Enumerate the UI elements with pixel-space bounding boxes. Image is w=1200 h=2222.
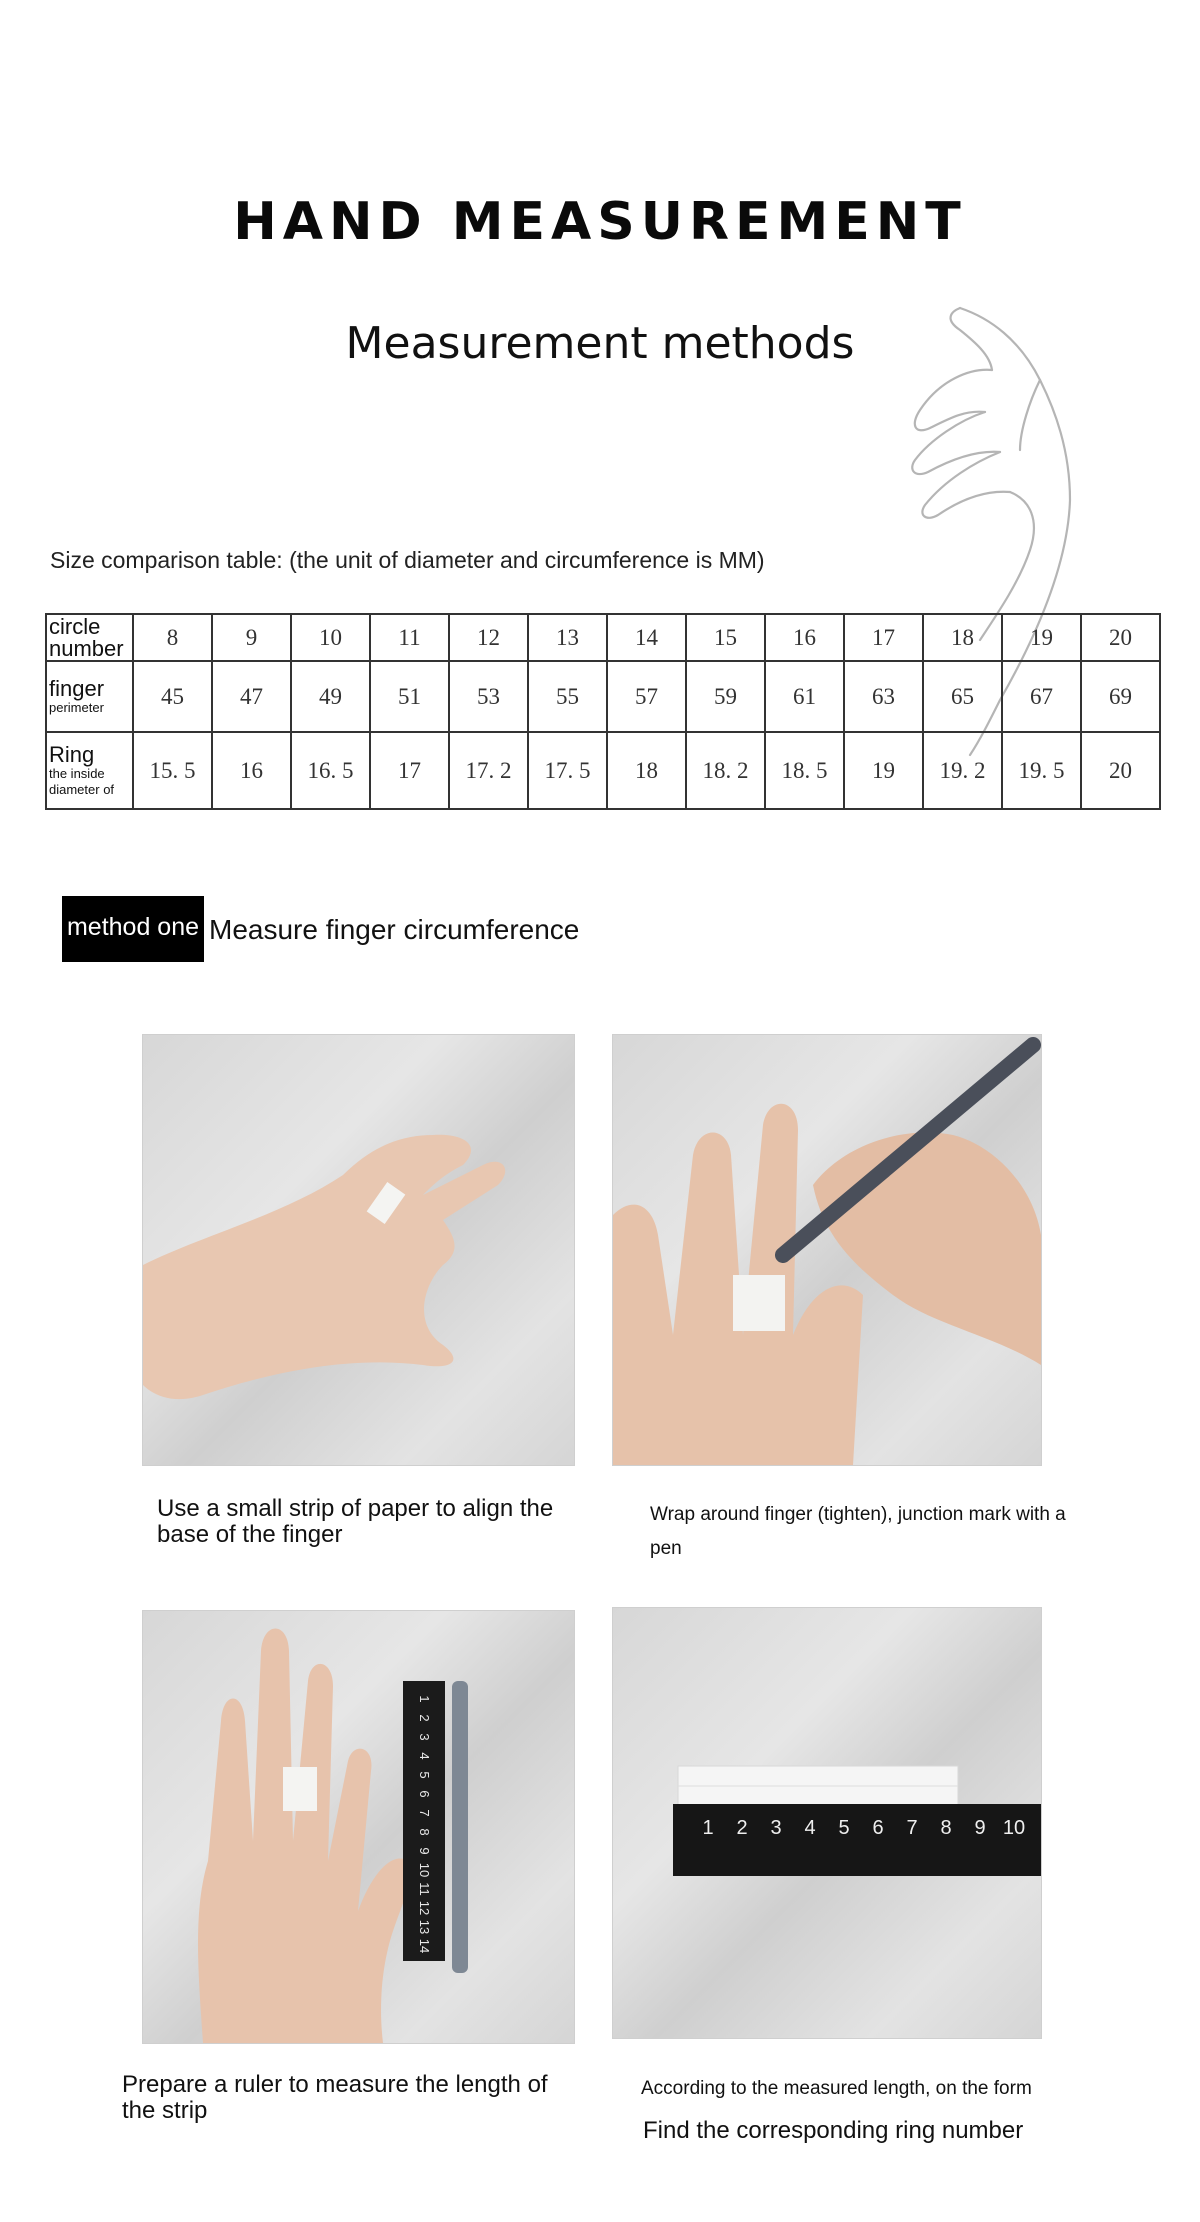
ruler-number: 3	[770, 1817, 782, 1839]
table-cell: 67	[1002, 661, 1081, 732]
table-cell: 18. 5	[765, 732, 844, 809]
ruler-number: 5	[417, 1771, 432, 1779]
ruler-number: 1	[702, 1817, 714, 1839]
step-3-photo	[142, 1610, 575, 2044]
step-4-photo	[612, 1607, 1042, 2039]
table-cell: 55	[528, 661, 607, 732]
table-cell: 15	[686, 614, 765, 661]
ruler-number: 10	[1002, 1817, 1026, 1839]
ruler-number: 3	[417, 1733, 432, 1741]
step-3-caption: Prepare a ruler to measure the length of the strip	[122, 2071, 548, 2124]
step-2-photo	[612, 1034, 1042, 1466]
table-cell: 18. 2	[686, 732, 765, 809]
ruler-number: 9	[974, 1817, 986, 1839]
page-title: HAND MEASUREMENT	[233, 192, 967, 252]
ruler-number: 9	[417, 1847, 432, 1855]
ruler-number: 5	[838, 1817, 850, 1839]
table-row-header	[46, 661, 133, 732]
table-cell: 15. 5	[133, 732, 212, 809]
ruler-number: 7	[906, 1817, 918, 1839]
table-row	[46, 614, 1160, 661]
table-cell: 19. 5	[1002, 732, 1081, 809]
page-subtitle: Measurement methods	[345, 318, 855, 369]
method-badge: method one	[62, 896, 204, 962]
size-comparison-table	[45, 613, 1161, 810]
ruler-number: 6	[872, 1817, 884, 1839]
table-cell: 16	[765, 614, 844, 661]
row-sublabel: the inside diameter of	[49, 765, 115, 797]
ruler-number: 13	[417, 1919, 432, 1935]
step-4-caption: According to the measured length, on the form	[641, 2078, 1032, 2099]
ruler-number: 1	[417, 1695, 432, 1703]
ruler-number: 2	[736, 1817, 748, 1839]
ruler-number: 12	[417, 1900, 432, 1916]
row-sublabel: perimeter	[49, 699, 104, 715]
ruler-number: 11	[417, 1882, 432, 1896]
ruler-number: 4	[417, 1752, 432, 1760]
table-cell: 45	[133, 661, 212, 732]
table-cell: 10	[291, 614, 370, 661]
table-cell: 19	[844, 732, 923, 809]
table-cell: 17. 5	[528, 732, 607, 809]
row-label: circle number	[49, 614, 124, 661]
table-row	[46, 732, 1160, 809]
table-cell: 47	[212, 661, 291, 732]
table-cell: 18	[923, 614, 1002, 661]
ruler-number: 8	[940, 1817, 952, 1839]
step-1-caption: Use a small strip of paper to align the base of the finger	[157, 1495, 554, 1548]
table-cell: 69	[1081, 661, 1160, 732]
ruler-number: 6	[417, 1790, 432, 1798]
row-label: finger	[49, 675, 105, 701]
table-cell: 61	[765, 661, 844, 732]
table-cell: 20	[1081, 614, 1160, 661]
table-cell: 16. 5	[291, 732, 370, 809]
table-cell: 16	[212, 732, 291, 809]
table-row-header	[46, 732, 133, 809]
table-cell: 12	[449, 614, 528, 661]
ruler-number: 8	[417, 1828, 432, 1836]
table-caption: Size comparison table: (the unit of diameter and circumference is MM)	[50, 547, 765, 573]
table-cell: 18	[607, 732, 686, 809]
table-cell: 59	[686, 661, 765, 732]
step-2-caption: Wrap around finger (tighten), junction mark with a pen	[650, 1504, 1066, 1559]
method-title: Measure finger circumference	[209, 914, 580, 945]
table-cell: 57	[607, 661, 686, 732]
table-cell: 49	[291, 661, 370, 732]
table-cell: 13	[528, 614, 607, 661]
table-row-header	[46, 614, 133, 661]
table-cell: 51	[370, 661, 449, 732]
table-cell: 20	[1081, 732, 1160, 809]
table-cell: 17. 2	[449, 732, 528, 809]
table-cell: 63	[844, 661, 923, 732]
step-4-caption-detail: Find the corresponding ring number	[643, 2117, 1024, 2144]
table-row	[46, 661, 1160, 732]
table-cell: 11	[370, 614, 449, 661]
table-body	[46, 614, 1160, 809]
table-cell: 17	[370, 732, 449, 809]
ruler-number: 10	[417, 1862, 432, 1878]
table-cell: 14	[607, 614, 686, 661]
table-cell: 19	[1002, 614, 1081, 661]
ruler-number: 14	[417, 1938, 432, 1954]
step-1-photo	[142, 1034, 575, 1466]
table-cell: 19. 2	[923, 732, 1002, 809]
ruler-number: 4	[804, 1817, 816, 1839]
table-cell: 65	[923, 661, 1002, 732]
ruler-number: 7	[417, 1809, 432, 1817]
table-cell: 53	[449, 661, 528, 732]
table-cell: 8	[133, 614, 212, 661]
row-label: Ring	[49, 741, 95, 767]
ruler-number: 2	[417, 1714, 432, 1722]
table-cell: 9	[212, 614, 291, 661]
table-cell: 17	[844, 614, 923, 661]
